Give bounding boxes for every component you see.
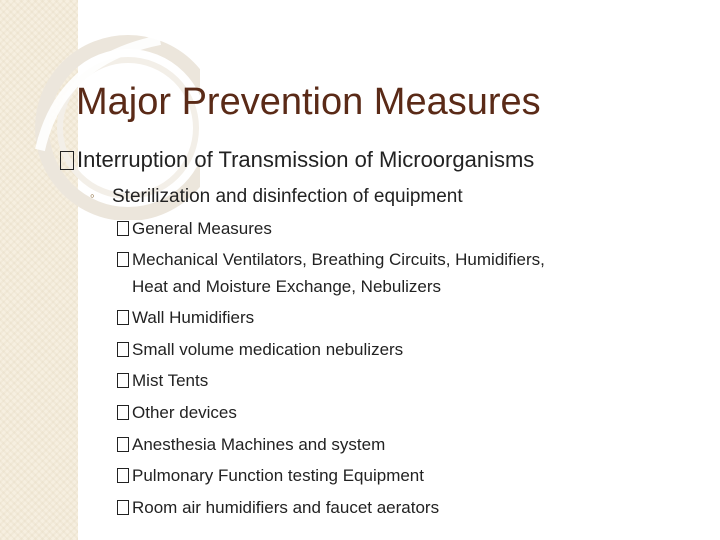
list-item-text: Anesthesia Machines and system xyxy=(132,435,386,454)
missing-glyph-box-icon xyxy=(117,373,129,388)
missing-glyph-box-icon xyxy=(117,221,129,236)
slide-title: Major Prevention Measures xyxy=(76,81,541,123)
bullet-level1-text: Interruption of Transmission of Microorganisms xyxy=(77,147,535,172)
list-item-text: Other devices xyxy=(132,403,237,422)
list-item xyxy=(117,464,424,488)
list-item-text: Pulmonary Function testing Equipment xyxy=(132,466,424,485)
missing-glyph-box-icon xyxy=(117,500,129,515)
circle-bullet-icon: ◦ xyxy=(90,188,95,203)
missing-glyph-box-icon xyxy=(117,310,129,325)
list-item-text: Mist Tents xyxy=(132,371,209,390)
bullet-level2 xyxy=(90,183,463,210)
list-item xyxy=(117,496,439,520)
list-item-text: Wall Humidifiers xyxy=(132,308,255,327)
list-item xyxy=(117,401,237,425)
list-item-continuation: Heat and Moisture Exchange, Nebulizers xyxy=(132,277,441,296)
list-item xyxy=(117,433,385,457)
missing-glyph-box-icon xyxy=(117,437,129,452)
list-item xyxy=(117,248,545,272)
missing-glyph-box-icon xyxy=(117,252,129,267)
missing-glyph-box-icon xyxy=(117,468,129,483)
bullet-level2-text: Sterilization and disinfection of equipment xyxy=(112,186,463,207)
list-item-text: Mechanical Ventilators, Breathing Circuits, Humidifiers, xyxy=(132,250,545,269)
list-item-text: Room air humidifiers and faucet aerators xyxy=(132,498,440,517)
list-item xyxy=(117,338,403,362)
missing-glyph-box-icon xyxy=(117,405,129,420)
list-item-text: Small volume medication nebulizers xyxy=(132,340,404,359)
list-item xyxy=(117,217,272,241)
missing-glyph-box-icon xyxy=(60,151,74,170)
bullet-level1 xyxy=(60,146,534,174)
list-item-text: General Measures xyxy=(132,219,272,238)
list-item xyxy=(117,369,208,393)
list-item xyxy=(117,306,254,330)
missing-glyph-box-icon xyxy=(117,342,129,357)
